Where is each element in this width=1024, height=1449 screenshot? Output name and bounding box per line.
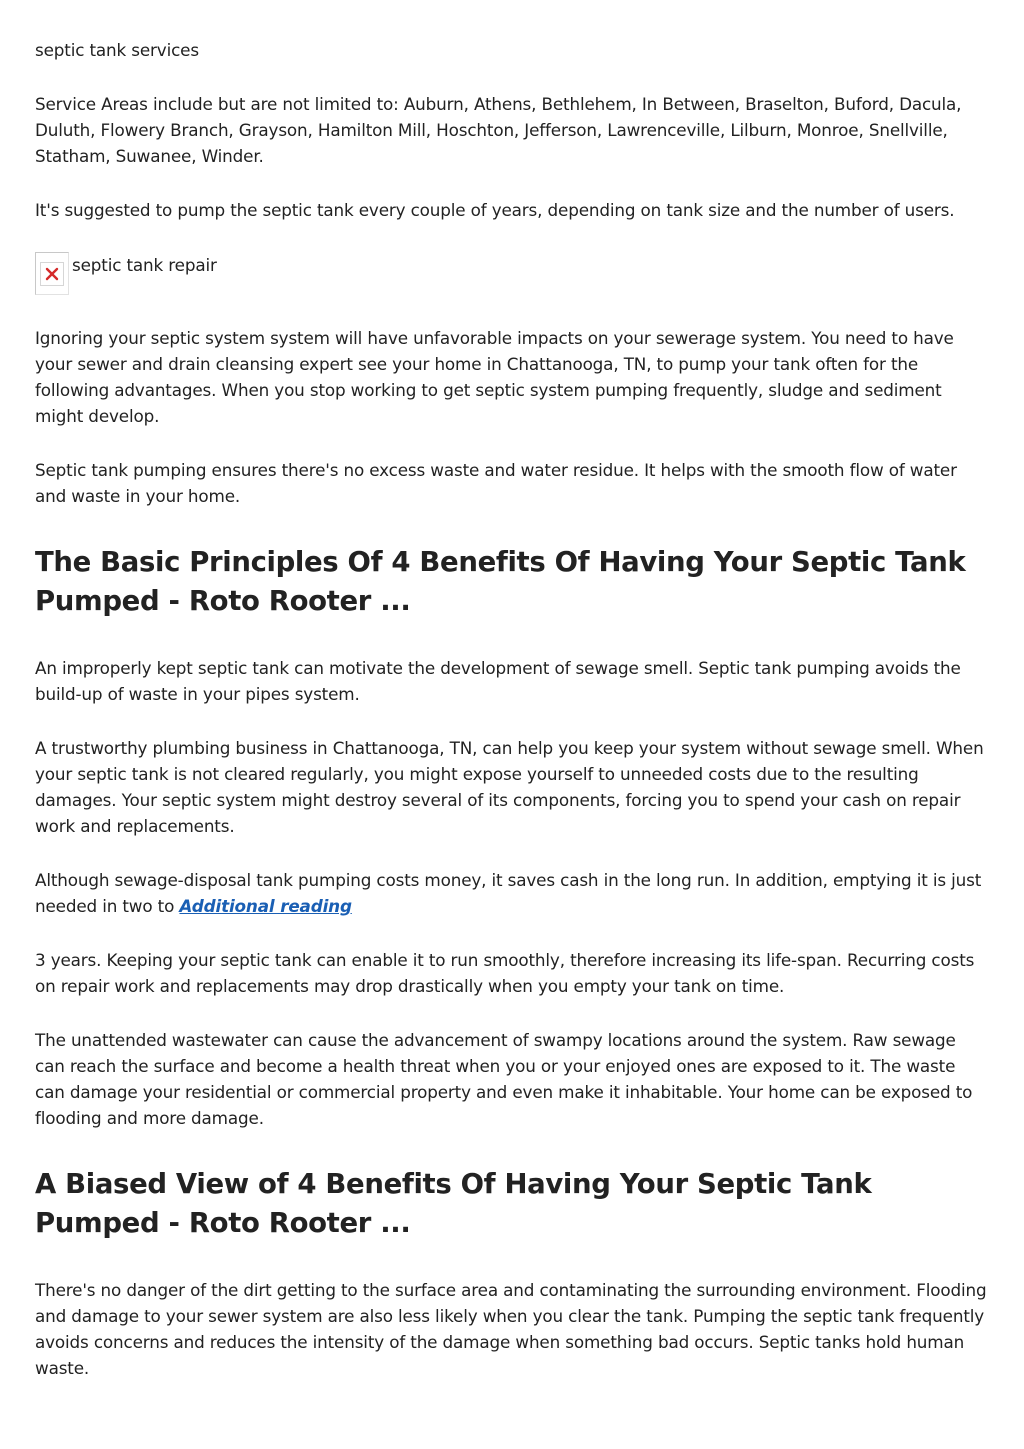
intro-title: septic tank services xyxy=(35,40,199,60)
section-2-heading: A Biased View of 4 Benefits Of Having Your Septic Tank Pumped - Roto Rooter ... xyxy=(35,1168,872,1239)
body-paragraph-1: Ignoring your septic system system will have unfavorable impacts on your sewerage system. You need to have your sewer and drain cleansing expert see your home in Chattanooga, TN, to pump your tank often for the following advantages. When you stop working to get septic system pumping frequently, sludge and sediment might develop. xyxy=(35,328,954,426)
image-alt-text: septic tank repair xyxy=(72,255,217,275)
section-2-paragraph-1: There's no danger of the dirt getting to the surface area and contaminating the surrounding environment. Flooding and damage to your sewer system are also less likely when you clear the tank. Pumping the septic tank frequently avoids concerns and reduces the intensity of the damage when something bad occurs. Septic tanks hold human waste. xyxy=(35,1280,987,1378)
section-1-paragraph-3 xyxy=(35,867,990,919)
section-1-paragraph-3-text: Although sewage-disposal tank pumping costs money, it saves cash in the long run. In addition, emptying it is just needed in two to xyxy=(35,870,982,916)
pump-suggestion-paragraph: It's suggested to pump the septic tank every couple of years, depending on tank size and the number of users. xyxy=(35,200,955,220)
section-1-paragraph-1: An improperly kept septic tank can motivate the development of sewage smell. Septic tank pumping avoids the build-up of waste in your pipes system. xyxy=(35,658,961,704)
section-1-paragraph-2: A trustworthy plumbing business in Chattanooga, TN, can help you keep your system without sewage smell. When your septic tank is not cleared regularly, you might expose yourself to unneeded costs due to the resulting damages. Your septic system might destroy several of its components, forcing you to spend your cash on repair work and replacements. xyxy=(35,738,984,836)
section-1-heading: The Basic Principles Of 4 Benefits Of Having Your Septic Tank Pumped - Roto Rooter ... xyxy=(35,546,966,617)
body-paragraph-2: Septic tank pumping ensures there's no excess waste and water residue. It helps with the smooth flow of water and waste in your home. xyxy=(35,460,957,506)
section-1-paragraph-5: The unattended wastewater can cause the advancement of swampy locations around the system. Raw sewage can reach the surface and become a health threat when you or your enjoyed ones are exposed to it. The waste can damage your residential or commercial property and even make it inhabitable. Your home can be exposed to flooding and more damage. xyxy=(35,1030,973,1128)
additional-reading-link[interactable]: Additional reading xyxy=(179,896,352,916)
broken-image-icon xyxy=(35,252,69,295)
section-1-paragraph-4: 3 years. Keeping your septic tank can enable it to run smoothly, therefore increasing its life-span. Recurring costs on repair work and replacements may drop drastically when you empty your tank on time. xyxy=(35,950,975,996)
broken-image-row xyxy=(35,252,990,295)
service-areas-paragraph: Service Areas include but are not limited to: Auburn, Athens, Bethlehem, In Between, Braselton, Buford, Dacula, Duluth, Flowery Branch, Grayson, Hamilton Mill, Hoschton, Jefferson, Lawrenceville, Lilburn, Monroe, Snellville, Statham, Suwanee, Winder. xyxy=(35,94,962,166)
